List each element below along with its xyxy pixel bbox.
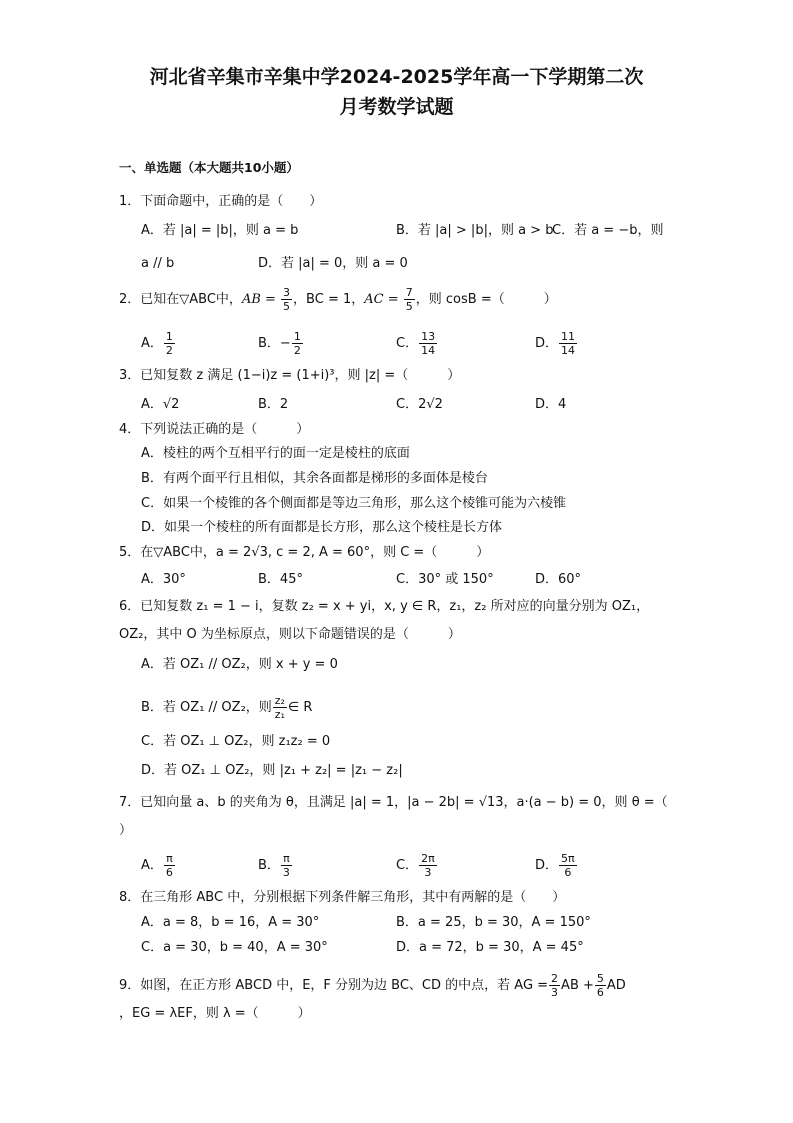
question-1-option-c: C．若 a = −b，则 (552, 223, 664, 238)
question-8-option-a: A．a = 8，b = 16，A = 30° (141, 915, 320, 930)
question-3-stem: 3．已知复数 z 满足 (1−i)z = (1+i)³，则 |z| =（ ） (119, 368, 461, 383)
question-1-option-d: D．若 |a| = 0，则 a = 0 (258, 256, 408, 271)
question-8-option-b: B．a = 25，b = 30，A = 150° (396, 915, 591, 930)
question-4-option-a: A．棱柱的两个互相平行的面一定是棱柱的底面 (141, 446, 410, 461)
question-5-option-c: C．30° 或 150° (396, 572, 494, 587)
question-7-option-c: C． $\frac{2\pi}{3}$ (396, 852, 435, 879)
question-4-option-c: C．如果一个棱锥的各个侧面都是等边三角形，那么这个棱锥可能为六棱锥 (141, 496, 567, 511)
question-2-option-c: C． $\frac{13}{14}$ (396, 330, 436, 357)
question-5-option-b: B．45° (258, 572, 303, 587)
question-9-stem-line-1: 9．如图，在正方形 ABCD 中，E，F 分别为边 BC、CD 的中点，若 AG = $\frac{2}{3}$ AB + $\frac{5}{6}$ AD (119, 972, 626, 999)
question-2-option-d: D． $\frac{11}{14}$ (535, 330, 576, 357)
question-6-option-b: B．若 OZ₁ // OZ₂，则 $\frac{\text{z₂}}{\text{z₁}}$ ∈ R (141, 694, 313, 721)
question-6-stem-line-2: OZ₂，其中 O 为坐标原点，则以下命题错误的是（ ） (119, 627, 461, 642)
question-6-option-a: A．若 OZ₁ // OZ₂，则 x + y = 0 (141, 657, 338, 672)
question-5-stem: 5．在▽ABC中，a = 2√3, c = 2, A = 60°，则 C =（ ） (119, 545, 490, 560)
page-title-line-1: 河北省辛集市辛集中学2024-2025学年高一下学期第二次 (149, 66, 644, 88)
question-7-stem-line-2: ） (119, 823, 133, 838)
question-7-option-b: B． $\frac{\pi}{3}$ (258, 852, 290, 879)
question-7-stem-line-1: 7．已知向量 a、b 的夹角为 θ，且满足 |a| = 1，|a − 2b| = √13，a·(a − b) = 0，则 θ =（ (119, 795, 668, 810)
question-4-option-b: B．有两个面平行且相似，其余各面都是梯形的多面体是棱台 (141, 471, 488, 486)
question-3-option-a: A．√2 (141, 397, 180, 412)
question-7-option-a: A． $\frac{\pi}{6}$ (141, 852, 173, 879)
question-1-option-c-cont: a // b (141, 256, 175, 271)
question-6-option-c: C．若 OZ₁ ⊥ OZ₂，则 z₁z₂ = 0 (141, 734, 331, 749)
question-8-option-d: D．a = 72，b = 30，A = 45° (396, 940, 584, 955)
section-heading: 一、单选题（本大题共10小题） (119, 160, 299, 175)
question-9-stem-line-2: ，EG = λEF，则 λ =（ ） (119, 1006, 311, 1021)
question-3-option-c: C．2√2 (396, 397, 443, 412)
question-5-option-a: A．30° (141, 572, 186, 587)
question-8-stem: 8．在三角形 ABC 中，分别根据下列条件解三角形，其中有两解的是（ ） (119, 890, 566, 905)
question-4-option-d: D．如果一个棱柱的所有面都是长方形，那么这个棱柱是长方体 (141, 520, 503, 535)
question-6-stem-line-1: 6．已知复数 z₁ = 1 − i，复数 z₂ = x + yi，x, y ∈ R，z₁，z₂ 所对应的向量分别为 OZ₁， (119, 599, 650, 614)
question-3-option-d: D．4 (535, 397, 567, 412)
question-1-stem: 1．下面命题中，正确的是（ ） (119, 194, 323, 209)
question-1-option-a: A．若 |a| = |b|，则 a = b (141, 223, 299, 238)
question-7-option-d: D． $\frac{5\pi}{6}$ (535, 852, 575, 879)
question-1-option-b: B．若 |a| > |b|，则 a > b (396, 223, 554, 238)
question-2-option-b: B．− $\frac{1}{2}$ (258, 330, 301, 357)
question-8-option-c: C．a = 30，b = 40，A = 30° (141, 940, 328, 955)
question-4-stem: 4．下列说法正确的是（ ） (119, 422, 310, 437)
question-2-stem: 2．已知在▽ABC中，AB = $\frac{3}{5}$ ，BC = 1，AC = $\frac{7}{5}$ ，则 cosB =（ ） (119, 286, 557, 313)
question-5-option-d: D．60° (535, 572, 582, 587)
page-title-line-2: 月考数学试题 (339, 96, 454, 118)
question-2-option-a: A． $\frac{1}{2}$ (141, 330, 173, 357)
question-6-option-d: D．若 OZ₁ ⊥ OZ₂，则 |z₁ + z₂| = |z₁ − z₂| (141, 763, 403, 778)
question-3-option-b: B．2 (258, 397, 289, 412)
